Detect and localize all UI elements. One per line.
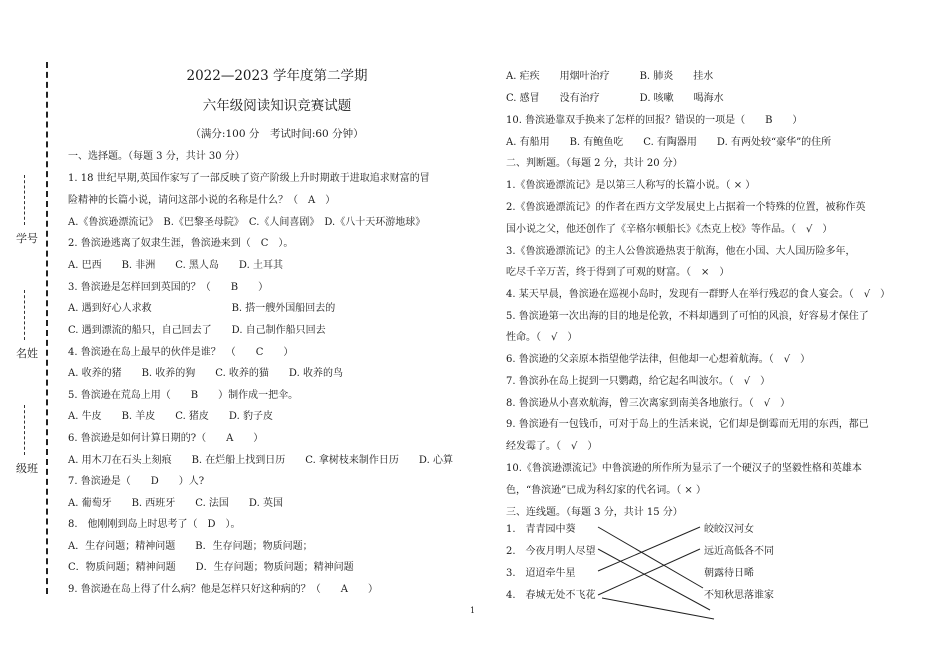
judgement-line: 8. 鲁滨逊从小喜欢航海，曾三次离家到南美各地旅行。（ √ ）: [506, 398, 791, 409]
option-line: A. 疟疾 用烟叶治疗 B. 肺炎 挂水: [506, 71, 714, 82]
match-left-item: 4. 春城无处不飞花: [506, 590, 596, 601]
judgement-line: 10.《鲁滨逊漂流记》中鲁滨逊的所作所为显示了一个硬汉子的坚毅性格和英雄本: [506, 463, 862, 474]
match-right-item: 远近高低各不同: [704, 546, 774, 557]
match-left-item: 2. 今夜月明人尽望: [506, 546, 596, 557]
name-blank-line: [24, 290, 25, 340]
connector-line-4: [598, 549, 700, 595]
section-heading: 一、选择题。（每题 3 分，共计 30 分）: [68, 151, 245, 162]
id-blank-line: [24, 175, 25, 225]
score-info: （满分:100 分 考试时间:60 分钟）: [190, 128, 364, 140]
student-id-label: 学号: [16, 232, 38, 245]
student-name-label: 名姓: [16, 347, 38, 360]
question-line: 4. 鲁滨逊在岛上最早的伙伴是谁？ （ C ）: [68, 347, 294, 358]
judgement-line: 经发霉了。（ √ ）: [506, 441, 598, 452]
question-line: 1. 18 世纪早期,英国作家写了一部反映了资产阶级上升时期敢于进取追求财富的冒: [68, 173, 430, 184]
judgement-line: 5. 鲁滨逊第一次出海的目的地是伦敦，不料却遇到了可怕的风浪，好容易才保住了: [506, 311, 869, 322]
exam-year-term: 2022—2023 学年度第二学期: [186, 68, 368, 84]
option-line: A. 有船用 B. 有鲍鱼吃 C. 有陶器用 D. 有两处较“豪华”的住所: [506, 137, 832, 148]
option-line: A. 巴西 B. 非洲 C. 黑人岛 D. 土耳其: [68, 260, 283, 271]
match-left-item: 3. 迢迢牵牛星: [506, 568, 576, 579]
match-left-item: 1. 青青园中葵: [506, 524, 576, 535]
option-line: A．生存问题；精神问题 B．生存问题；物质问题；: [68, 541, 313, 552]
question-line: 6. 鲁滨逊是如何计算日期的?（ A ）: [68, 433, 264, 444]
question-line: 5. 鲁滨逊在荒岛上用（ B ）制作成一把伞。: [68, 390, 299, 401]
option-line: A. 用木刀在石头上刻痕 B. 在烂船上找到日历 C. 拿树枝来制作日历 D. 心算: [68, 455, 453, 466]
page-number: 1: [470, 606, 476, 615]
option-line: A. 收养的猪 B. 收养的狗 C. 收养的猫 D. 收养的鸟: [68, 368, 343, 379]
judgement-line: 1.《鲁滨逊漂流记》是以第三人称写的长篇小说。（ × ）: [506, 180, 756, 191]
question-line: 2. 鲁滨逊逃离了奴隶生涯，鲁滨逊来到（ C ）。: [68, 238, 294, 249]
match-right-item: 朝露待日晞: [704, 568, 754, 579]
matching-connector-lines: [500, 515, 730, 625]
question-line: 7. 鲁滨逊是（ D ）人?: [68, 476, 205, 487]
question-line: 3. 鲁滨逊是怎样回到英国的？（ B ）: [68, 282, 269, 293]
binding-margin: [0, 0, 60, 671]
connector-line-3: [598, 527, 700, 571]
class-blank-line: [24, 405, 25, 455]
judgement-line: 3.《鲁滨逊漂流记》的主人公鲁滨逊热衷于航海，他在小国、大人国历险多年，: [506, 246, 856, 257]
option-line: A. 牛皮 B. 羊皮 C. 猪皮 D. 豹子皮: [68, 411, 273, 422]
judgement-line: 4. 某天早晨，鲁滨逊在巡视小岛时，发现有一群野人在举行残忍的食人宴会。（ √ ）: [506, 289, 891, 300]
judgement-line: 2.《鲁滨逊漂流记》的作者在西方文学发展史上占据着一个特殊的位置，被称作英: [506, 202, 866, 213]
judgement-line: 7. 鲁滨孙在岛上捉到一只鹦鹉，给它起名叫波尔。（ √ ）: [506, 376, 771, 387]
binding-dashed-line: [46, 62, 48, 594]
question-line: 8. 他刚刚到岛上时思考了（ D ）。: [68, 519, 241, 530]
question-line: 险精神的长篇小说，请问这部小说的名称是什么？（ A ）: [68, 195, 336, 206]
question-line: 10. 鲁滨逊靠双手换来了怎样的回报？错误的一项是（ B ）: [506, 115, 803, 126]
judgement-line: 国小说之父，他还创作了《辛格尔顿船长》《杰克上校》等作品。（ √ ）: [506, 224, 833, 235]
option-line: A.《鲁滨逊漂流记》 B.《巴黎圣母院》 C.《人间喜剧》 D.《八十天环游地球》: [68, 217, 426, 228]
option-line: C. 遇到漂流的船只，自己回去了 D. 自己制作船只回去: [68, 325, 326, 336]
match-right-item: 皎皎汉河女: [704, 524, 754, 535]
class-label: 级班: [16, 462, 38, 475]
judgement-line: 吃尽千辛万苦，终于得到了可观的财富。（ × ）: [506, 267, 730, 278]
judgement-line: 性命。（ √ ）: [506, 332, 578, 343]
section-heading: 三、连线题。（每题 3 分，共计 15 分）: [506, 507, 683, 518]
exam-title: 六年级阅读知识竞赛试题: [202, 98, 352, 114]
connector-line-5: [602, 598, 714, 619]
judgement-line: 色，“鲁滨逊”已成为科幻家的代名词。（ × ）: [506, 485, 706, 496]
option-line: A. 葡萄牙 B. 西班牙 C. 法国 D. 英国: [68, 498, 283, 509]
option-line: C．物质问题；精神问题 D．生存问题；物质问题；精神问题: [68, 562, 354, 573]
option-line: A. 遇到好心人求救 B. 搭一艘外国船回去的: [68, 303, 336, 314]
section-heading: 二、判断题。（每题 2 分，共计 20 分）: [506, 158, 683, 169]
question-line: 9. 鲁滨逊在岛上得了什么病？他是怎样只好这种病的？（ A ）: [68, 584, 378, 595]
option-line: C. 感冒 没有治疗 D. 咳嗽 喝海水: [506, 93, 724, 104]
judgement-line: 9. 鲁滨逊有一包钱币，可对于岛上的生活来说，它们却是倒霉而无用的东西，都已: [506, 419, 869, 430]
judgement-line: 6. 鲁滨逊的父亲原本指望他学法律，但他却一心想着航海。（ √ ）: [506, 354, 811, 365]
match-right-item: 不知秋思落谁家: [704, 590, 774, 601]
